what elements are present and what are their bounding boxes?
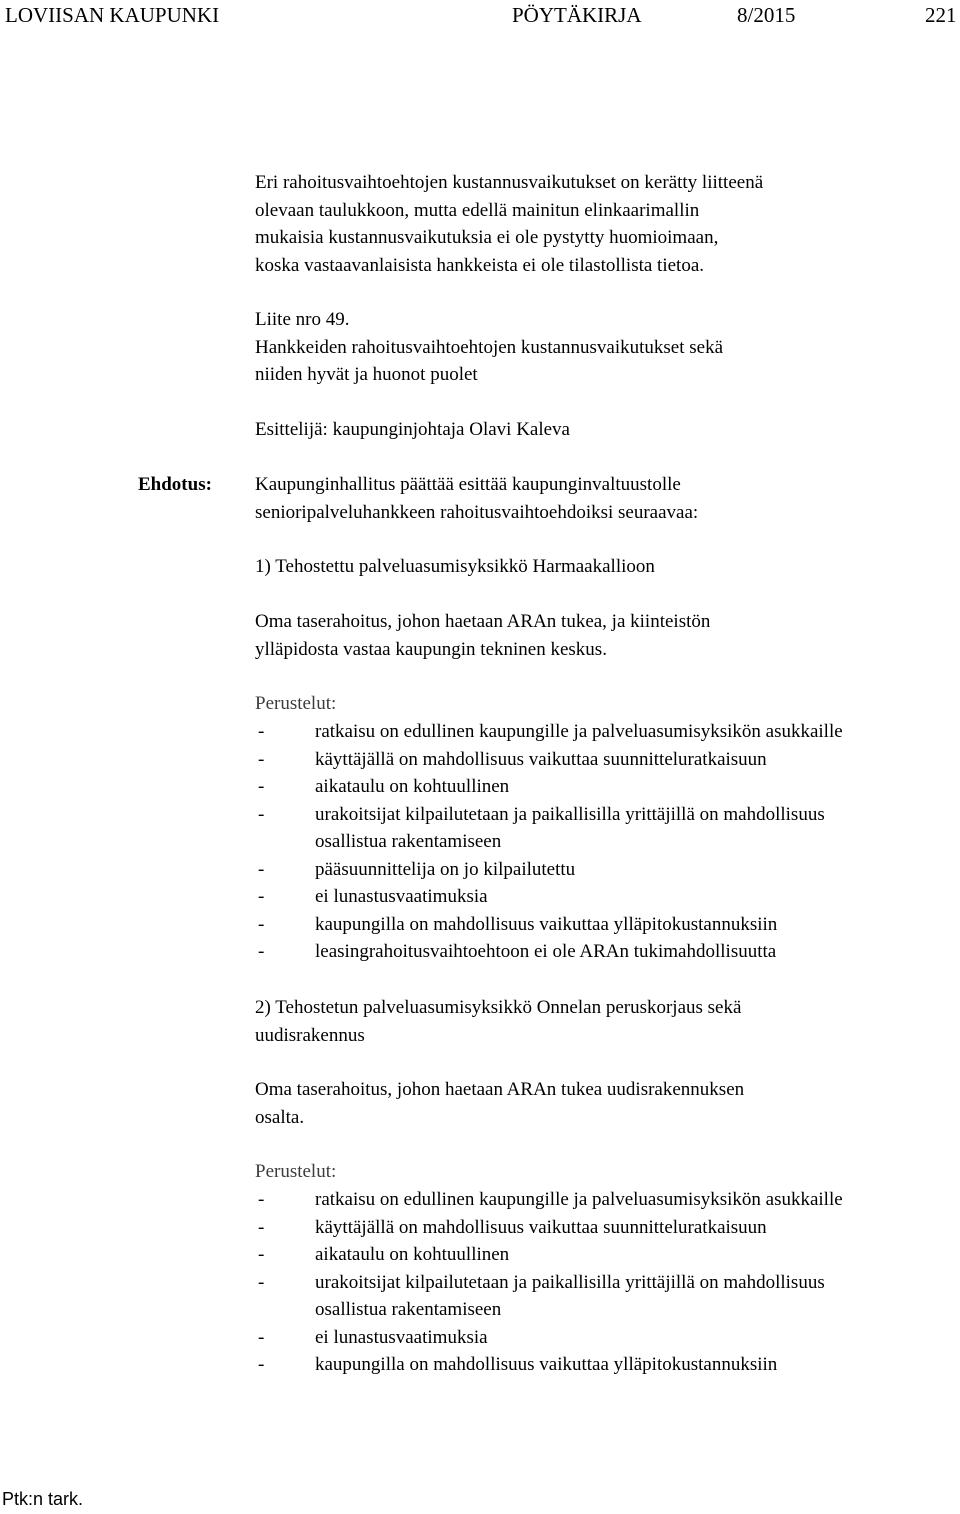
option2-reasons-label: Perustelut: [255,1161,337,1182]
list-item: - ratkaisu on edullinen kaupungille ja palveluasumisyksikön asukkaille [258,1189,843,1210]
option2-heading [255,994,741,1049]
list-item: - aikataulu on kohtuullinen [258,1244,510,1265]
proposal-line: Kaupunginhallitus päättää esittää kaupunginvaltuustolle [255,474,681,495]
intro-line: koska vastaavanlaisista hankkeista ei ole tilastollista tietoa. [255,254,705,276]
option2-reasons-list [255,1186,843,1379]
list-item: - pääsuunnittelija on jo kilpailutettu [258,858,576,880]
list-item: - urakoitsijat kilpailutetaan ja paikallisilla yrittäjillä on mahdollisuus osallistua rakentamiseen [258,803,825,852]
option1-description [255,608,710,663]
attachment-title-line: Hankkeiden rahoitusvaihtoehtojen kustannusvaikutukset sekä [255,336,724,358]
list-item: - ei lunastusvaatimuksia [258,886,488,907]
attachment-title-line: niiden hyvät ja huonot puolet [255,364,478,385]
proposal-text [255,471,698,526]
header-doc-type: PÖYTÄKIRJA [512,3,642,27]
list-item: - ratkaisu on edullinen kaupungille ja palveluasumisyksikön asukkaille [258,721,843,742]
footer-minutes-check: Ptk:n tark. [2,1489,84,1509]
option2-description [255,1076,744,1131]
option2-desc-line: Oma taserahoitus, johon haetaan ARAn tukea uudisrakennuksen [255,1079,745,1100]
presenter: Esittelijä: kaupunginjohtaja Olavi Kaleva [255,419,570,440]
header-number: 8/2015 [737,3,796,27]
list-item: - aikataulu on kohtuullinen [258,776,510,797]
header-org: LOVIISAN KAUPUNKI [5,3,220,27]
proposal-label: Ehdotus: [138,474,212,495]
list-item: - käyttäjällä on mahdollisuus vaikuttaa suunnitteluratkaisuun [258,1216,767,1238]
list-item: - kaupungilla on mahdollisuus vaikuttaa ylläpitokustannuksiin [258,1354,778,1375]
list-item: - ei lunastusvaatimuksia [258,1326,488,1348]
list-item: - urakoitsijat kilpailutetaan ja paikallisilla yrittäjillä on mahdollisuus osallistua rakentamiseen [258,1271,825,1320]
option1-reasons-list [255,718,843,966]
list-item: - leasingrahoitusvaihtoehtoon ei ole ARAn tukimahdollisuutta [258,941,777,962]
option2-desc-line: osalta. [255,1106,305,1128]
option1-desc-line: ylläpidosta vastaa kaupungin tekninen keskus. [255,638,607,660]
intro-line: olevaan taulukkoon, mutta edellä mainitun elinkaarimallin [255,199,700,221]
attachment-ref: Liite nro 49. [255,309,350,330]
proposal-line: senioripalveluhankkeen rahoitusvaihtoehdoiksi seuraavaa: [255,501,699,523]
intro-paragraph [255,169,763,279]
list-item: - kaupungilla on mahdollisuus vaikuttaa ylläpitokustannuksiin [258,913,778,935]
option2-heading-line: 2) Tehostetun palveluasumisyksikkö Onnelan peruskorjaus sekä [255,997,742,1018]
intro-line: mukaisia kustannusvaikutuksia ei ole pystytty huomioimaan, [255,227,719,248]
option2-heading-line: uudisrakennus [255,1024,365,1046]
list-item: - käyttäjällä on mahdollisuus vaikuttaa suunnitteluratkaisuun [258,748,767,770]
attachment-block [255,306,723,389]
intro-line: Eri rahoitusvaihtoehtojen kustannusvaikutukset on kerätty liitteenä [255,172,764,193]
option1-desc-line: Oma taserahoitus, johon haetaan ARAn tukea, ja kiinteistön [255,611,711,632]
option1-reasons-label: Perustelut: [255,693,337,714]
option1-heading: 1) Tehostettu palveluasumisyksikkö Harmaakallioon [255,556,655,577]
header-page-number: 221 [925,3,957,27]
